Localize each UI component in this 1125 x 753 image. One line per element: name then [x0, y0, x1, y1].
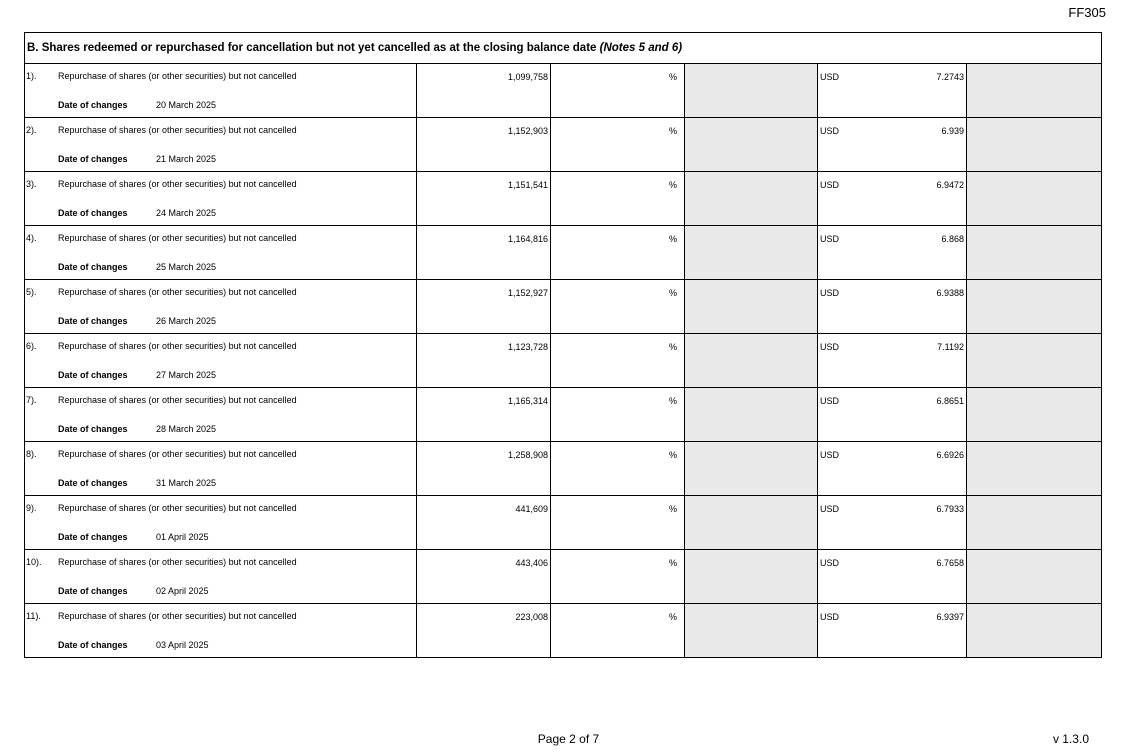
row-description: Repurchase of shares (or other securities) but not cancelled [58, 611, 297, 621]
table-row [25, 226, 1101, 280]
shaded-cell [967, 118, 1101, 171]
currency-label: USD [820, 72, 840, 82]
description-cell [25, 118, 417, 171]
currency-label: USD [820, 450, 840, 460]
shaded-cell [685, 118, 818, 171]
percent-symbol: % [668, 126, 677, 136]
date-value: 01 April 2025 [156, 532, 209, 542]
date-value: 20 March 2025 [156, 100, 217, 110]
description-cell [25, 226, 417, 279]
price-value: 6.9388 [936, 288, 964, 298]
percent-cell[interactable] [551, 280, 685, 333]
description-cell [25, 550, 417, 603]
percent-symbol: % [668, 288, 677, 298]
row-index: 1). [26, 71, 37, 81]
row-description: Repurchase of shares (or other securities) but not cancelled [58, 503, 297, 513]
currency-label: USD [820, 234, 840, 244]
row-description: Repurchase of shares (or other securities) but not cancelled [58, 71, 297, 81]
shaded-cell [685, 172, 818, 225]
shaded-cell [967, 550, 1101, 603]
row-description: Repurchase of shares (or other securities) but not cancelled [58, 557, 297, 567]
date-label: Date of changes [58, 100, 128, 110]
table-row [25, 442, 1101, 496]
table-row [25, 334, 1101, 388]
percent-cell[interactable] [551, 64, 685, 117]
price-cell[interactable] [818, 604, 967, 657]
price-value: 7.1192 [937, 342, 964, 352]
percent-symbol: % [668, 396, 677, 406]
shares-value: 1,099,758 [507, 72, 548, 82]
date-label: Date of changes [58, 154, 128, 164]
shares-cell[interactable] [417, 604, 551, 657]
date-label: Date of changes [58, 262, 128, 272]
shaded-cell [685, 334, 818, 387]
shares-value: 223,008 [515, 612, 548, 622]
date-value: 25 March 2025 [156, 262, 217, 272]
price-value: 6.6926 [936, 450, 964, 460]
currency-label: USD [820, 612, 840, 622]
price-cell[interactable] [818, 388, 967, 441]
row-description: Repurchase of shares (or other securities) but not cancelled [58, 449, 297, 459]
table-body [25, 64, 1101, 657]
percent-cell[interactable] [551, 226, 685, 279]
table-row [25, 496, 1101, 550]
repurchase-table [24, 32, 1102, 658]
percent-cell[interactable] [551, 604, 685, 657]
shares-cell[interactable] [417, 118, 551, 171]
row-index: 2). [26, 125, 37, 135]
shares-cell[interactable] [417, 226, 551, 279]
percent-cell[interactable] [551, 496, 685, 549]
percent-symbol: % [668, 180, 677, 190]
shaded-cell [967, 388, 1101, 441]
price-value: 7.2743 [936, 72, 964, 82]
date-value: 28 March 2025 [156, 424, 217, 434]
shares-cell[interactable] [417, 280, 551, 333]
price-cell[interactable] [818, 334, 967, 387]
shaded-cell [685, 442, 818, 495]
percent-symbol: % [668, 504, 677, 514]
row-index: 4). [26, 233, 37, 243]
currency-label: USD [820, 126, 840, 136]
date-value: 31 March 2025 [156, 478, 217, 488]
price-cell[interactable] [818, 118, 967, 171]
currency-label: USD [820, 558, 840, 568]
price-value: 6.7658 [936, 558, 964, 568]
shaded-cell [685, 388, 818, 441]
price-value: 6.9472 [936, 180, 964, 190]
form-code: FF305 [1068, 5, 1106, 20]
percent-symbol: % [668, 612, 677, 622]
date-label: Date of changes [58, 640, 128, 650]
shaded-cell [967, 604, 1101, 657]
row-description: Repurchase of shares (or other securities) but not cancelled [58, 233, 297, 243]
date-value: 03 April 2025 [156, 640, 209, 650]
price-value: 6.939 [941, 126, 964, 136]
percent-cell[interactable] [551, 172, 685, 225]
shaded-cell [967, 226, 1101, 279]
row-index: 7). [26, 395, 37, 405]
shares-value: 441,609 [515, 504, 548, 514]
shares-cell[interactable] [417, 496, 551, 549]
row-description: Repurchase of shares (or other securities) but not cancelled [58, 179, 297, 189]
description-cell [25, 280, 417, 333]
shaded-cell [685, 496, 818, 549]
shares-value: 1,164,816 [507, 234, 548, 244]
price-cell[interactable] [818, 280, 967, 333]
date-label: Date of changes [58, 586, 128, 596]
percent-symbol: % [668, 450, 677, 460]
description-cell [25, 64, 417, 117]
shares-value: 1,123,728 [507, 342, 548, 352]
percent-symbol: % [668, 558, 677, 568]
price-value: 6.7933 [936, 504, 964, 514]
price-value: 6.868 [941, 234, 964, 244]
table-row [25, 604, 1101, 657]
shaded-cell [685, 604, 818, 657]
shaded-cell [967, 64, 1101, 117]
price-value: 6.9397 [936, 612, 964, 622]
row-description: Repurchase of shares (or other securities) but not cancelled [58, 341, 297, 351]
shares-value: 1,152,927 [507, 288, 548, 298]
percent-cell[interactable] [551, 334, 685, 387]
currency-label: USD [820, 180, 840, 190]
shares-value: 1,151,541 [507, 180, 548, 190]
row-index: 8). [26, 449, 37, 459]
row-index: 11). [26, 611, 41, 621]
price-cell[interactable] [818, 442, 967, 495]
price-value: 6.8651 [936, 396, 964, 406]
table-row [25, 64, 1101, 118]
row-index: 6). [26, 341, 37, 351]
date-label: Date of changes [58, 478, 128, 488]
shares-cell[interactable] [417, 388, 551, 441]
row-index: 5). [26, 287, 37, 297]
shaded-cell [967, 334, 1101, 387]
page-number: Page 2 of 7 [537, 732, 600, 746]
description-cell [25, 496, 417, 549]
table-row [25, 388, 1101, 442]
price-cell[interactable] [818, 172, 967, 225]
shaded-cell [685, 280, 818, 333]
row-description: Repurchase of shares (or other securities) but not cancelled [58, 395, 297, 405]
table-row [25, 280, 1101, 334]
table-row [25, 550, 1101, 604]
table-row [25, 172, 1101, 226]
row-description: Repurchase of shares (or other securities) but not cancelled [58, 287, 297, 297]
shares-value: 443,406 [515, 558, 548, 568]
date-value: 24 March 2025 [156, 208, 217, 218]
shares-cell[interactable] [417, 550, 551, 603]
date-label: Date of changes [58, 316, 128, 326]
price-cell[interactable] [818, 550, 967, 603]
shaded-cell [967, 172, 1101, 225]
currency-label: USD [820, 288, 840, 298]
section-title-text: B. Shares redeemed or repurchased for cancellation but not yet cancelled as at the closing balance date [27, 42, 597, 54]
shaded-cell [967, 280, 1101, 333]
shares-value: 1,152,903 [507, 126, 548, 136]
version-label: v 1.3.0 [1052, 732, 1089, 746]
date-value: 26 March 2025 [156, 316, 217, 326]
date-value: 21 March 2025 [156, 154, 217, 164]
percent-cell[interactable] [551, 550, 685, 603]
currency-label: USD [820, 342, 840, 352]
shaded-cell [967, 496, 1101, 549]
percent-symbol: % [668, 234, 677, 244]
shares-cell[interactable] [417, 442, 551, 495]
percent-symbol: % [668, 72, 677, 82]
price-cell[interactable] [818, 64, 967, 117]
table-row [25, 118, 1101, 172]
section-title [25, 33, 1101, 64]
shares-cell[interactable] [417, 64, 551, 117]
shares-cell[interactable] [417, 172, 551, 225]
shaded-cell [967, 442, 1101, 495]
shares-value: 1,258,908 [507, 450, 548, 460]
row-index: 9). [26, 503, 37, 513]
date-label: Date of changes [58, 208, 128, 218]
section-notes: (Notes 5 and 6) [599, 42, 683, 54]
description-cell [25, 388, 417, 441]
date-label: Date of changes [58, 532, 128, 542]
shares-value: 1,165,314 [507, 396, 548, 406]
description-cell [25, 334, 417, 387]
percent-cell[interactable] [551, 388, 685, 441]
percent-cell[interactable] [551, 442, 685, 495]
date-value: 02 April 2025 [156, 586, 209, 596]
percent-symbol: % [668, 342, 677, 352]
currency-label: USD [820, 504, 840, 514]
description-cell [25, 172, 417, 225]
row-description: Repurchase of shares (or other securities) but not cancelled [58, 125, 297, 135]
date-label: Date of changes [58, 424, 128, 434]
date-label: Date of changes [58, 370, 128, 380]
description-cell [25, 442, 417, 495]
shares-cell[interactable] [417, 334, 551, 387]
price-cell[interactable] [818, 226, 967, 279]
date-value: 27 March 2025 [156, 370, 217, 380]
currency-label: USD [820, 396, 840, 406]
description-cell [25, 604, 417, 657]
shaded-cell [685, 64, 818, 117]
shaded-cell [685, 550, 818, 603]
row-index: 3). [26, 179, 37, 189]
price-cell[interactable] [818, 496, 967, 549]
shaded-cell [685, 226, 818, 279]
percent-cell[interactable] [551, 118, 685, 171]
row-index: 10). [26, 557, 42, 567]
